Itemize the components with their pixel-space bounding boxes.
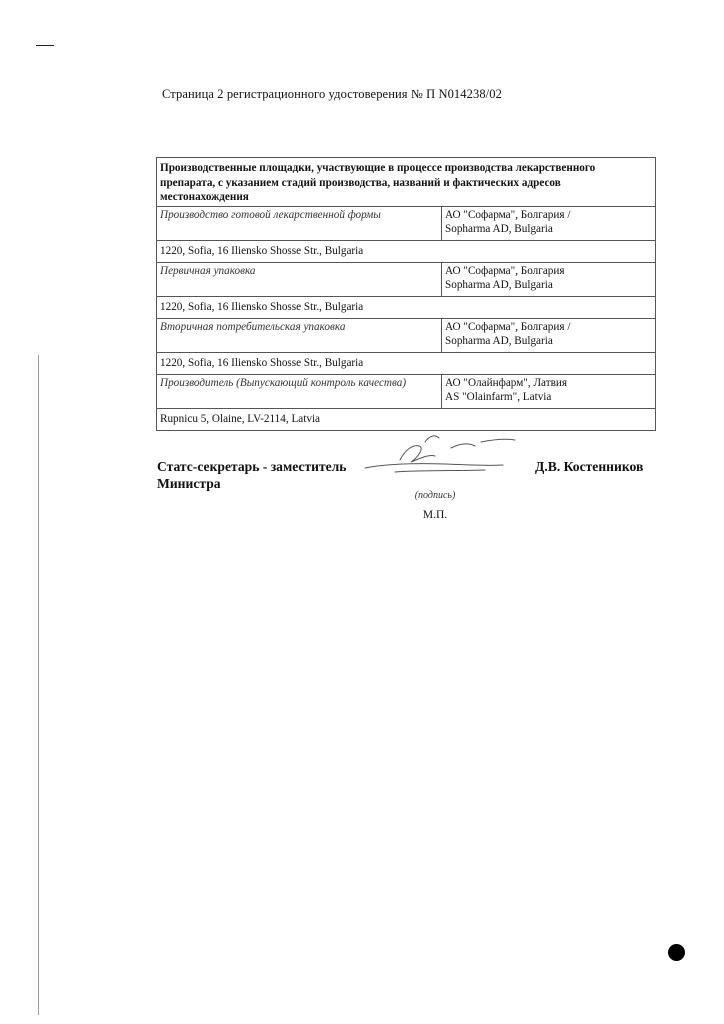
handwritten-signature <box>355 428 530 484</box>
address-cell: Rupnicu 5, Olaine, LV-2114, Latvia <box>157 408 656 430</box>
table-row <box>157 296 656 318</box>
table-row <box>157 240 656 262</box>
address-cell: 1220, Sofia, 16 Iliensko Shosse Str., Bulgaria <box>157 240 656 262</box>
company-name-ru: АО "Олайнфарм", Латвия <box>445 376 568 389</box>
table-row <box>157 408 656 430</box>
table-row <box>157 318 656 352</box>
seal-caption: М.П. <box>422 509 448 521</box>
company-name-en: Sopharma AD, Bulgaria <box>445 278 553 291</box>
signature-caption: (подпись) <box>414 490 456 501</box>
company-cell <box>442 262 656 296</box>
signer-title-line: Статс-секретарь - заместитель <box>157 459 347 474</box>
company-name-ru: АО "Софарма", Болгария / <box>445 208 571 221</box>
company-cell <box>442 206 656 240</box>
stage-cell: Производитель (Выпускающий контроль качества) <box>157 374 442 408</box>
company-name-ru: АО "Софарма", Болгария / <box>445 320 571 333</box>
scan-artifact-dash <box>36 45 54 46</box>
table-row <box>157 374 656 408</box>
table-row <box>157 262 656 296</box>
signer-name: Д.В. Костенников <box>535 459 644 474</box>
signer-title-line: Министра <box>157 476 221 491</box>
company-name-en: AS "Olainfarm", Latvia <box>445 390 552 403</box>
table-row <box>157 352 656 374</box>
stage-cell: Вторичная потребительская упаковка <box>157 318 442 352</box>
address-cell: 1220, Sofia, 16 Iliensko Shosse Str., Bulgaria <box>157 296 656 318</box>
company-name-en: Sopharma AD, Bulgaria <box>445 334 553 347</box>
signer-title <box>157 458 347 492</box>
table-heading: Производственные площадки, участвующие в процессе производства лекарственного препарата, с указанием стадий производства, названий и фактических адресов местонахождения <box>157 158 656 207</box>
address-cell: 1220, Sofia, 16 Iliensko Shosse Str., Bulgaria <box>157 352 656 374</box>
scan-artifact-dot <box>668 944 685 961</box>
stage-cell: Первичная упаковка <box>157 262 442 296</box>
company-cell <box>442 318 656 352</box>
company-cell <box>442 374 656 408</box>
scan-margin-line <box>38 355 39 1015</box>
company-name-en: Sopharma AD, Bulgaria <box>445 222 553 235</box>
table-row <box>157 206 656 240</box>
stage-cell: Производство готовой лекарственной формы <box>157 206 442 240</box>
production-sites-table <box>156 157 656 431</box>
page-header: Страница 2 регистрационного удостоверения № П N014238/02 <box>162 87 502 101</box>
company-name-ru: АО "Софарма", Болгария <box>445 264 565 277</box>
table-heading-row <box>157 158 656 207</box>
